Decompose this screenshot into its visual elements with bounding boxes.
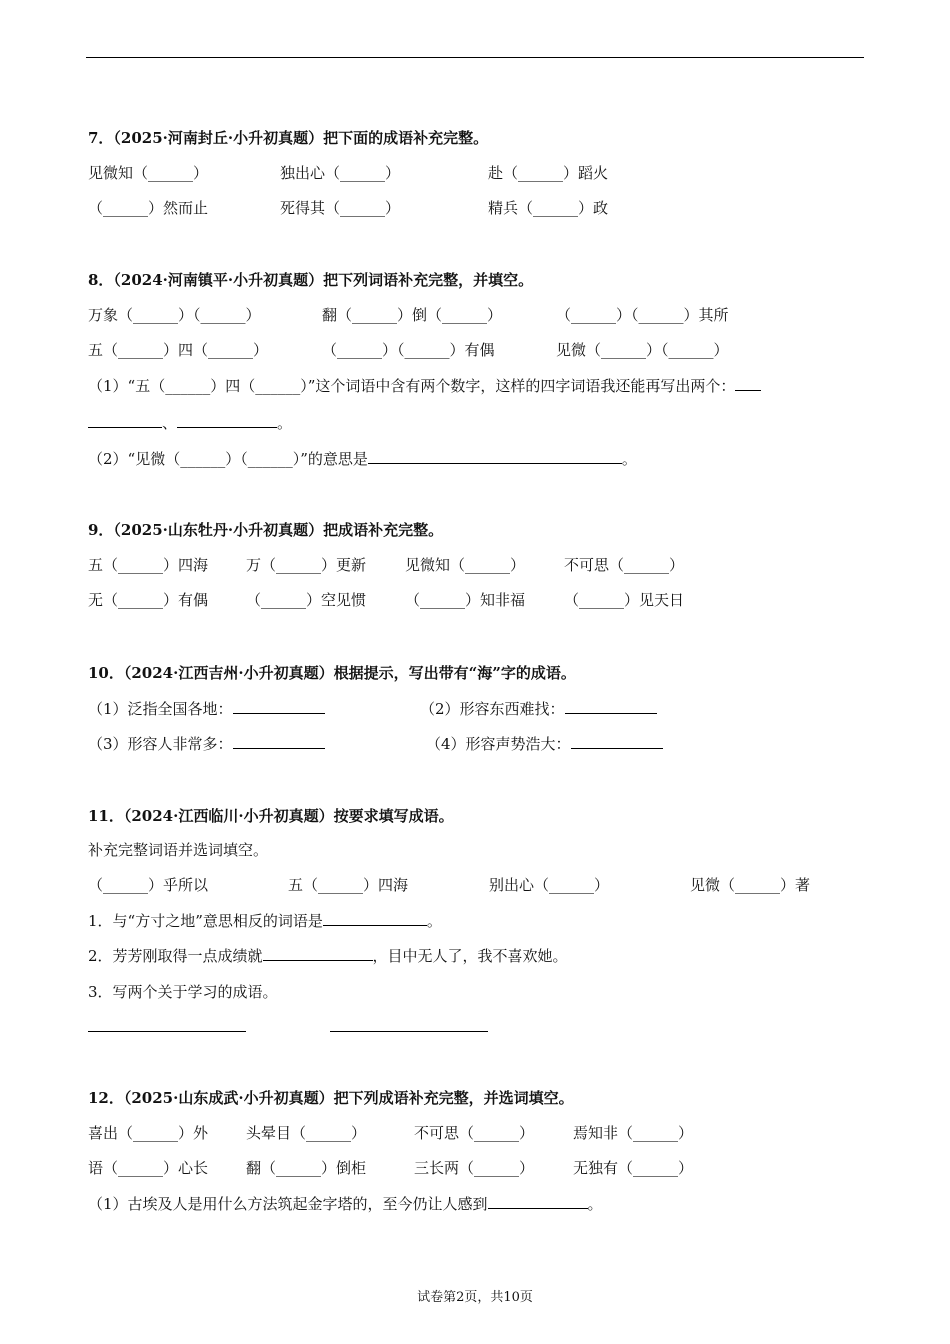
idiom-blank: （______）空见惯 <box>246 591 367 609</box>
idiom-blank: 万象（______）（______） <box>88 306 261 324</box>
idiom-blank: 赴（______）蹈火 <box>488 164 609 182</box>
answer-blank <box>488 1194 588 1209</box>
answer-blank <box>368 449 622 464</box>
idiom-blank: 三长两（______） <box>414 1159 535 1177</box>
answer-blank <box>233 734 325 749</box>
idiom-blank: 无独有（______） <box>573 1159 694 1177</box>
question-9-title: 9．（2025·山东牡丹·小升初真题）把成语补充完整。 <box>88 521 444 539</box>
idiom-blank: 见微知（______） <box>88 164 209 182</box>
answer-blank <box>88 413 162 428</box>
prompt-item: （2）形容东西难找： <box>420 699 657 719</box>
idiom-blank: 五（______）四（______） <box>88 341 269 359</box>
idiom-blank: 翻（______）倒（______） <box>322 306 503 324</box>
question-11-sub-2: 2．芳芳刚取得一点成绩就 ，目中无人了，我不喜欢她。 <box>88 947 568 965</box>
answer-blank <box>565 699 657 714</box>
period: 。 <box>277 414 293 432</box>
header-rule <box>86 57 864 58</box>
question-7-title: 7．（2025·河南封丘·小升初真题）把下面的成语补充完整。 <box>88 129 489 147</box>
question-8-sub-1 <box>88 376 761 396</box>
answer-blank <box>233 699 325 714</box>
prompt-item: （1）泛指全国各地： <box>88 699 325 719</box>
answer-blank <box>735 376 761 391</box>
idiom-blank: （______）见天日 <box>564 591 685 609</box>
prompt-item: （3）形容人非常多： <box>88 734 325 754</box>
separator: 、 <box>162 414 178 432</box>
question-11-intro: 补充完整词语并选词填空。 <box>88 841 269 859</box>
idiom-blank: 不可思（______） <box>414 1124 535 1142</box>
idiom-blank: （______）知非福 <box>405 591 526 609</box>
question-12-sub-1: （1）古埃及人是用什么方法筑起金字塔的，至今仍让人感到 。 <box>88 1195 603 1213</box>
idiom-blank: 不可思（______） <box>564 556 685 574</box>
page-footer: 试卷第2页，共10页 <box>417 1290 533 1305</box>
answer-blank <box>323 911 427 926</box>
idiom-blank: 精兵（______）政 <box>488 199 609 217</box>
idiom-blank: 见微（______）著 <box>690 876 811 894</box>
sub-question-text: （2）“见微（______）（______）”的意思是 <box>88 450 368 468</box>
question-8-sub-2 <box>88 449 637 469</box>
answer-blank <box>88 1017 246 1032</box>
answer-blank <box>330 1017 488 1032</box>
answer-blank <box>177 413 277 428</box>
sub-question-text: （1）“五（______）四（______）”这个词语中含有两个数字，这样的四字词语我还能再写出两个： <box>88 377 736 395</box>
idiom-blank: 五（______）四海 <box>88 556 209 574</box>
idiom-blank: （______）（______）有偶 <box>322 341 495 359</box>
idiom-blank: （______）然而止 <box>88 199 209 217</box>
answer-blank <box>263 946 373 961</box>
idiom-blank: 喜出（______）外 <box>88 1124 209 1142</box>
idiom-blank: 见微知（______） <box>405 556 526 574</box>
idiom-blank: 五（______）四海 <box>288 876 409 894</box>
idiom-blank: 翻（______）倒柜 <box>246 1159 367 1177</box>
idiom-blank: （______）乎所以 <box>88 876 209 894</box>
prompt-item: （4）形容声势浩大： <box>426 734 663 754</box>
answer-blank <box>571 734 663 749</box>
idiom-blank: 死得其（______） <box>280 199 401 217</box>
idiom-blank: 别出心（______） <box>489 876 610 894</box>
idiom-blank: 语（______）心长 <box>88 1159 209 1177</box>
question-8-title: 8．（2024·河南镇平·小升初真题）把下列词语补充完整，并填空。 <box>88 271 534 289</box>
idiom-blank: 见微（______）（______） <box>556 341 729 359</box>
idiom-blank: 焉知非（______） <box>573 1124 694 1142</box>
idiom-blank: 万（______）更新 <box>246 556 367 574</box>
idiom-blank: 无（______）有偶 <box>88 591 209 609</box>
question-11-title: 11．（2024·江西临川·小升初真题）按要求填写成语。 <box>88 807 454 825</box>
question-10-title: 10．（2024·江西吉州·小升初真题）根据提示，写出带有“海”字的成语。 <box>88 664 576 682</box>
question-11-sub-3: 3．写两个关于学习的成语。 <box>88 983 278 1001</box>
question-8-sub-1-continued <box>88 413 292 433</box>
question-11-sub-1: 1．与“方寸之地”意思相反的词语是 。 <box>88 912 442 930</box>
idiom-blank: （______）（______）其所 <box>556 306 729 324</box>
idiom-blank: 独出心（______） <box>280 164 401 182</box>
period: 。 <box>621 450 637 468</box>
question-12-title: 12．（2025·山东成武·小升初真题）把下列成语补充完整，并选词填空。 <box>88 1089 574 1107</box>
idiom-blank: 头晕目（______） <box>246 1124 367 1142</box>
